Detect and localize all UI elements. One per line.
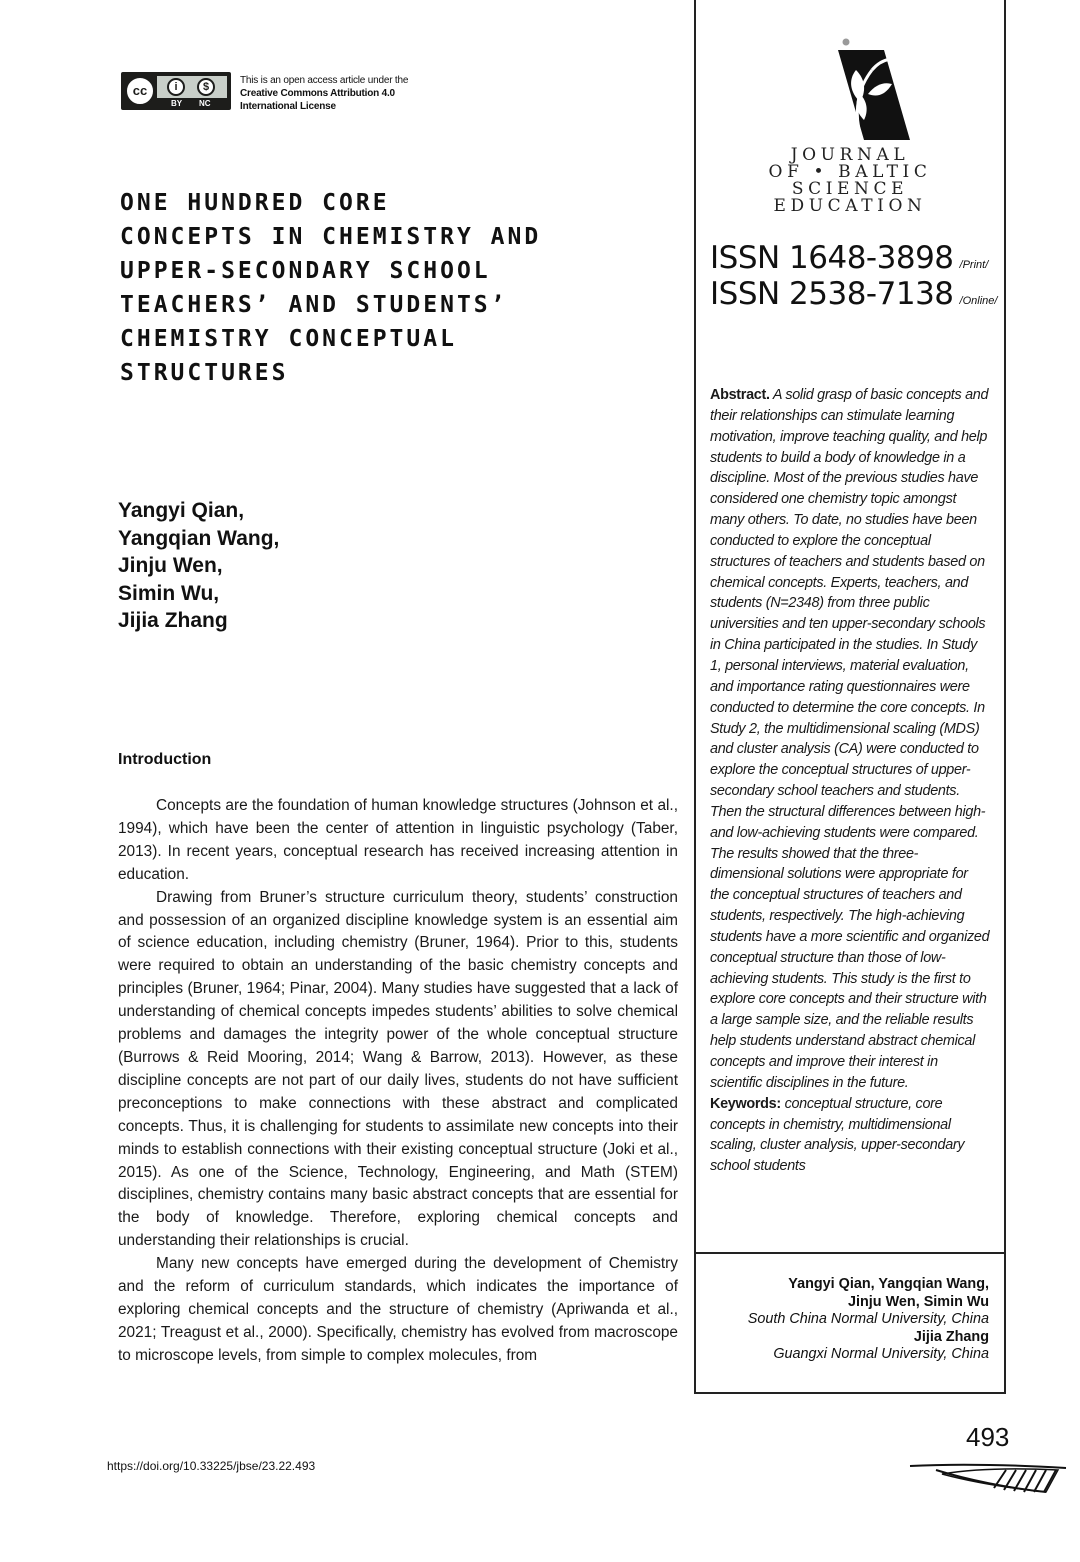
journal-name-line: EDUCATION	[773, 196, 927, 216]
nc-icon: $	[197, 78, 215, 96]
title-line: TEACHERS’ AND STUDENTS’	[120, 292, 508, 318]
issn-online-number: ISSN 2538-7138	[710, 276, 954, 312]
title-line: UPPER-SECONDARY SCHOOL	[120, 258, 491, 284]
issn-online	[710, 277, 997, 311]
journal-name-line: SCIENCE	[791, 179, 909, 199]
license-line-3: International License	[240, 101, 336, 112]
cc-license-badge	[121, 72, 231, 110]
journal-name-line: JOURNAL	[790, 145, 910, 165]
license-text	[240, 74, 420, 113]
author-name: Jinju Wen,	[118, 554, 223, 577]
body-paragraph: Concepts are the foundation of human knowledge structures (Johnson et al., 1994), which have been the center of attention in linguistic psychology (Taber, 2013). In recent years, conceptual research has received increasing attention in education.	[118, 797, 678, 883]
affiliation-names: Yangyi Qian, Yangqian Wang,	[788, 1276, 989, 1292]
abstract	[710, 385, 990, 1177]
issn-print	[710, 241, 988, 275]
title-line: STRUCTURES	[120, 360, 289, 386]
leaf-logo-icon	[832, 36, 912, 146]
title-line: CHEMISTRY CONCEPTUAL	[120, 326, 457, 352]
by-label: BY	[171, 99, 183, 108]
affiliation-institution: South China Normal University, China	[747, 1311, 989, 1328]
abstract-label: Abstract.	[710, 387, 770, 403]
issn-print-kind: /Print/	[959, 259, 989, 271]
abstract-text: A solid grasp of basic concepts and their relationships can stimulate learning motivation, improve teaching quality, and help students to build a body of knowledge in a discipline. Most of the previous studies have considered one chemistry topic amongst many others. To date, no studies have been conducted to explore the conceptual structures of teachers and students based on chemical concepts. Experts, teachers, and students (N=2348) from three public universities and ten upper-secondary schools in China participated in the studies. In Study 1, personal interviews, material evaluation, and importance rating questionnaires were conducted to determine the core concepts. In Study 2, the multidimensional scaling (MDS) and cluster analysis (CA) were conducted to explore the conceptual structures of upper-secondary school teachers and students. Then the structural differences between high- and low-achieving students were compared. The results showed that the three-dimensional solutions were appropriate for the conceptual structures of teachers and students, respectively. The high-achieving students have a more scientific and organized conceptual structure than those of low-achieving students. This study is the first to explore core concepts and their structure with a large sample size, and the reliable results help students understand abstract chemical concepts and improve their interest in scientific disciplines in the future.	[710, 387, 990, 1091]
affiliation-names: Jijia Zhang	[913, 1328, 989, 1345]
keywords-label: Keywords:	[710, 1095, 781, 1112]
affiliation-names: Jinju Wen, Simin Wu	[848, 1293, 989, 1310]
license-line-1: This is an open access article under the	[240, 75, 409, 86]
by-icon: i	[167, 78, 185, 96]
affiliations	[700, 1276, 989, 1364]
affiliation-institution: Guangxi Normal University, China	[773, 1346, 989, 1363]
journal-name-line: OF • BALTIC	[768, 162, 932, 182]
cc-icon: cc	[125, 76, 155, 106]
issn-online-kind: /Online/	[959, 295, 998, 307]
title-line: CONCEPTS IN CHEMISTRY AND	[120, 224, 542, 250]
keywords-text: conceptual structure, core concepts in chemistry, multidimensional scaling, cluster analysis, upper-secondary school students	[710, 1095, 965, 1175]
title-line: ONE HUNDRED CORE	[120, 190, 390, 216]
introduction-heading: Introduction	[118, 751, 212, 768]
author-name: Simin Wu,	[118, 581, 220, 605]
wave-ornament-icon	[908, 1458, 1068, 1504]
doi-link[interactable]: https://doi.org/10.33225/jbse/23.22.493	[107, 1459, 316, 1473]
nc-label: NC	[199, 99, 211, 108]
author-name: Yangyi Qian,	[118, 499, 245, 522]
page-number: 493	[966, 1422, 1010, 1452]
introduction-body	[118, 795, 678, 1368]
author-list	[118, 497, 279, 635]
author-name: Jijia Zhang	[118, 609, 228, 632]
body-paragraph: Drawing from Bruner’s structure curriculum theory, students’ construction and possession of an organized discipline knowledge system is an essential aim of science education, including chemistry (Bruner, 1964). Prior to this, students were required to obtain an understanding of the basic chemistry concepts and principles (Bruner, 1964; Pinar, 2004). Many studies have suggested that a lack of understanding of chemical concepts impedes students’ abilities to solve chemical problems and damages the integrity power of the whole conceptual structure (Burrows & Reid Mooring, 2014; Wang & Barrow, 2013). However, as these discipline concepts are not part of our daily lives, students do not have sufficient preconceptions to make connections with these abstract and complicated concepts. Thus, it is challenging for students to assimilate new concepts into their minds to establish connections with their existing conceptual structure (Joki et al., 2015). As one of the Science, Technology, Engineering, and Math (STEM) disciplines, chemistry contains many basic abstract concepts that are essential for the body of knowledge. Therefore, exploring chemical concepts and understanding their relationships is crucial.	[118, 888, 678, 1250]
article-title	[120, 186, 680, 390]
sidebar-divider	[694, 1252, 1006, 1254]
body-paragraph: Many new concepts have emerged during the development of Chemistry and the reform of curriculum standards, which indicates the importance of exploring chemical concepts and the structure of chemistry (Apriwanda et al., 2021; Treagust et al., 2000). Specifically, chemistry has evolved from macroscope to microscope levels, from simple to complex molecules, from	[118, 1255, 678, 1364]
journal-name	[760, 147, 940, 215]
issn-print-number: ISSN 1648-3898	[710, 240, 954, 276]
author-name: Yangqian Wang,	[118, 526, 280, 550]
license-line-2: Creative Commons Attribution 4.0	[240, 88, 395, 99]
